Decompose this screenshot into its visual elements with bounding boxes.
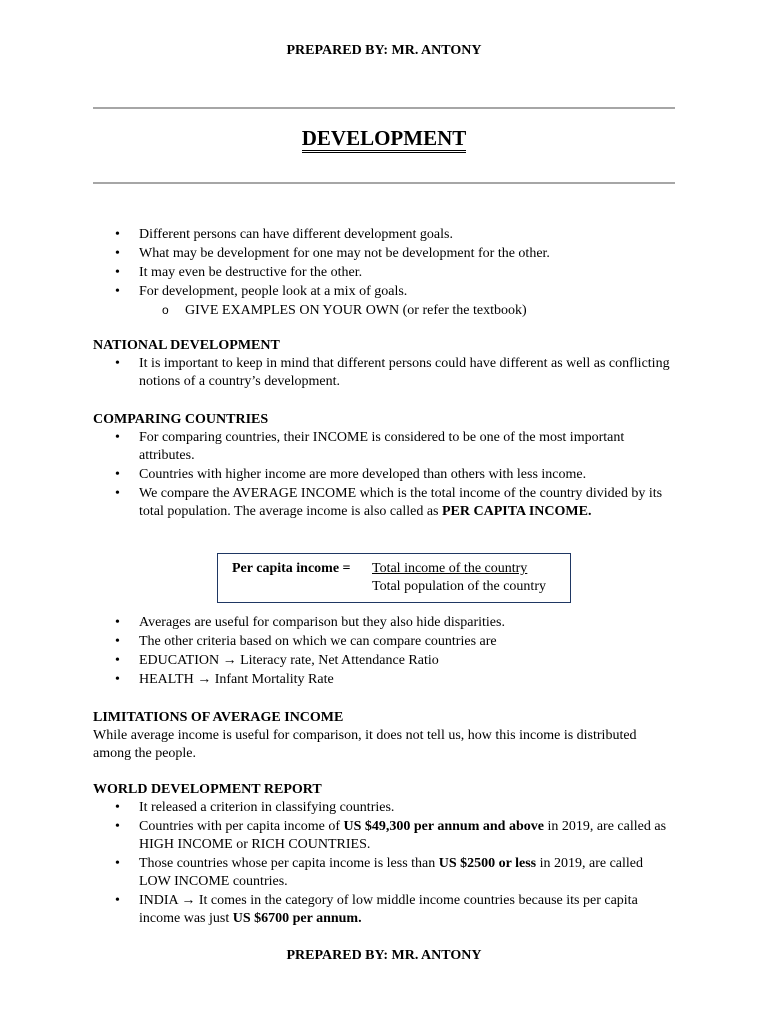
wdr-heading: WORLD DEVELOPMENT REPORT xyxy=(93,782,322,797)
formula-denominator: Total population of the country xyxy=(372,579,546,594)
list-item: • It released a criterion in classifying countries. xyxy=(93,799,675,817)
formula-label: Per capita income = xyxy=(232,561,351,576)
list-item: • Different persons can have different development goals. xyxy=(93,226,675,244)
list-item xyxy=(93,485,675,521)
list-item-text: in 2019, are called as HIGH INCOME or RICH COUNTRIES. xyxy=(139,819,667,852)
top-rule xyxy=(93,107,675,109)
list-item: • Countries with higher income are more developed than others with less income. xyxy=(93,466,675,484)
formula-numerator: Total income of the country xyxy=(372,561,528,576)
list-item: • It is important to keep in mind that different persons could have different as well as conflicting notions of a country’s development. xyxy=(93,355,675,391)
bottom-rule xyxy=(93,182,675,184)
comparing-section xyxy=(93,411,675,522)
list-item-bold: US $2500 or less xyxy=(438,856,537,871)
formula-box xyxy=(217,553,571,603)
averages-list xyxy=(93,614,675,689)
list-item: • The other criteria based on which we can compare countries are xyxy=(93,633,675,651)
list-item-text: in 2019, are called LOW INCOME countries. xyxy=(139,856,644,889)
list-item: • For development, people look at a mix of goals. xyxy=(93,283,675,301)
list-item-text: INDIA → It comes in the category of low middle income countries because its per capita income was just xyxy=(139,893,638,926)
averages-section xyxy=(93,614,675,690)
list-item-text: Countries with per capita income of xyxy=(139,819,344,834)
list-item-bold: PER CAPITA INCOME. xyxy=(441,504,592,519)
national-list xyxy=(93,355,675,391)
title-text: DEVELOPMENT xyxy=(302,126,467,153)
list-item: • For comparing countries, their INCOME is considered to be one of the most important attributes. xyxy=(93,429,675,465)
intro-list xyxy=(93,226,675,301)
list-item-bold: US $6700 per annum. xyxy=(232,911,362,926)
national-section xyxy=(93,337,675,392)
limitations-heading: LIMITATIONS OF AVERAGE INCOME xyxy=(93,710,344,725)
wdr-list xyxy=(93,799,675,928)
list-item-bold: US $49,300 per annum and above xyxy=(343,819,544,834)
page-footer: PREPARED BY: MR. ANTONY xyxy=(286,948,482,963)
intro-sub-list xyxy=(93,302,675,320)
list-item xyxy=(93,818,675,854)
national-heading: NATIONAL DEVELOPMENT xyxy=(93,338,280,353)
list-item: • It may even be destructive for the other. xyxy=(93,264,675,282)
list-item-text: We compare the AVERAGE INCOME which is the total income of the country divided by its total population. The average income is also called as xyxy=(139,486,663,519)
list-item-text: Those countries whose per capita income is less than xyxy=(139,856,439,871)
list-item: • Averages are useful for comparison but they also hide disparities. xyxy=(93,614,675,632)
list-item xyxy=(93,892,675,928)
comparing-list xyxy=(93,429,675,521)
page-header: PREPARED BY: MR. ANTONY xyxy=(286,43,482,58)
page-title xyxy=(0,125,768,151)
wdr-section xyxy=(93,781,675,929)
list-item: • What may be development for one may not be development for the other. xyxy=(93,245,675,263)
limitations-section xyxy=(93,709,675,763)
sub-list-item: o GIVE EXAMPLES ON YOUR OWN (or refer the textbook) xyxy=(93,302,675,320)
limitations-text: While average income is useful for comparison, it does not tell us, how this income is distributed among the people. xyxy=(93,728,637,761)
list-item: • EDUCATION → Literacy rate, Net Attendance Ratio xyxy=(93,652,675,670)
comparing-heading: COMPARING COUNTRIES xyxy=(93,412,269,427)
list-item xyxy=(93,855,675,891)
list-item: • HEALTH → Infant Mortality Rate xyxy=(93,671,675,689)
intro-section xyxy=(93,226,675,320)
